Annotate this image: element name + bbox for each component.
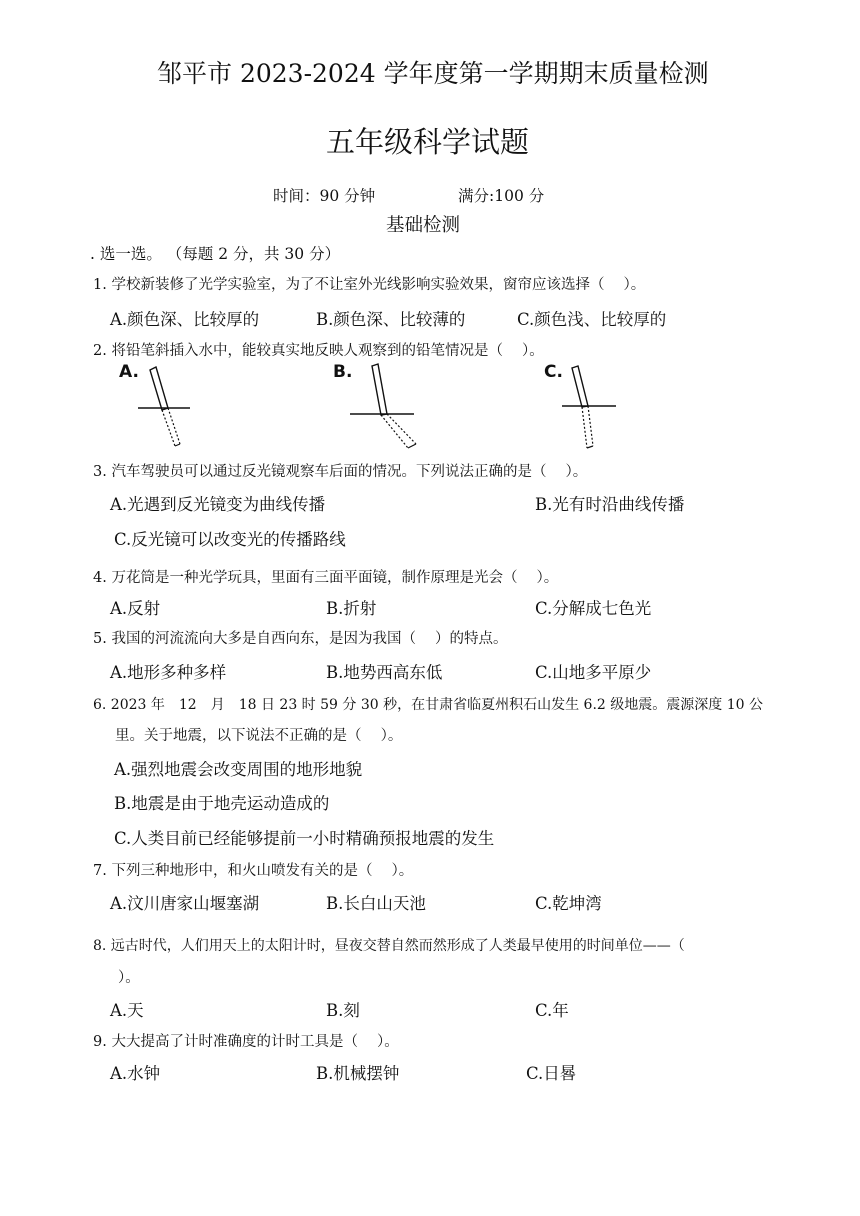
question-1-stem: 1. 学校新装修了光学实验室，为了不让室外光线影响实验效果，窗帘应该选择（ ）。 [93,277,646,293]
exam-title: 邹平市 2023-2024 学年度第一学期期末质量检测 [157,59,709,88]
question-7-stem: 7. 下列三种地形中，和火山喷发有关的是（ ）。 [93,863,414,879]
question-3-stem: 3. 汽车驾驶员可以通过反光镜观察车后面的情况。下列说法正确的是（ ）。 [93,464,588,480]
question-6-option-c: C.人类目前已经能够提前一小时精确预报地震的发生 [114,829,495,848]
pencil-figure-b [346,362,436,457]
question-4-option-b: B.折射 [326,599,377,618]
question-4-option-c: C.分解成七色光 [535,599,652,618]
question-7-option-c: C.乾坤湾 [535,894,602,913]
question-4-stem: 4. 万花筒是一种光学玩具，里面有三面平面镜，制作原理是光会（ ）。 [93,570,559,586]
question-5-option-c: C.山地多平原少 [535,663,652,682]
question-9-option-b: B.机械摆钟 [316,1064,400,1083]
question-6-stem-continued: 里。关于地震，以下说法不正确的是（ ）。 [115,728,403,744]
question-7-option-a: A.汶川唐家山堰塞湖 [110,894,260,913]
figure-c-label: C. [544,362,563,382]
pencil-figure-c [558,362,628,454]
question-9-option-c: C.日晷 [526,1064,577,1083]
question-3-option-c: C.反光镜可以改变光的传播路线 [114,530,346,549]
figure-b-label: B. [333,362,353,382]
question-8-option-b: B.刻 [326,1001,360,1020]
question-6-option-a: A.强烈地震会改变周围的地形地貌 [114,760,363,779]
question-3-option-b: B.光有时沿曲线传播 [535,495,685,514]
section-label: . 选一选。 （每题 2 分，共 30 分） [90,245,341,263]
exam-score: 满分:100 分 [458,187,545,205]
question-8-option-a: A.天 [110,1001,144,1020]
question-9-stem: 9. 大大提高了计时准确度的计时工具是（ ）。 [93,1034,399,1050]
question-1-option-b: B.颜色深、比较薄的 [316,310,466,329]
question-7-option-b: B.长白山天池 [326,894,426,913]
question-6-option-b: B.地震是由于地壳运动造成的 [114,794,330,813]
question-9-option-a: A.水钟 [110,1064,161,1083]
question-5-option-b: B.地势西高东低 [326,663,443,682]
question-2-stem: 2. 将铅笔斜插入水中，能较真实地反映人观察到的铅笔情况是（ ）。 [93,343,544,359]
exam-time: 时间：90 分钟 [273,187,376,205]
question-8-stem: 8. 远古时代，人们用天上的太阳计时，昼夜交替自然而然形成了人类最早使用的时间单位——（ [93,938,685,954]
question-5-stem: 5. 我国的河流流向大多是自西向东，是因为我国（ ）的特点。 [93,631,508,647]
pencil-figure-a [130,364,210,454]
question-8-option-c: C.年 [535,1001,569,1020]
figure-a-label: A. [119,362,139,382]
question-6-stem: 6. 2023 年 12 月 18 日 23 时 59 分 30 秒，在甘肃省临夏州积石山发生 6.2 级地震。震源深度 10 公 [93,697,763,713]
question-8-stem-continued: ）。 [118,970,140,986]
question-1-option-c: C.颜色浅、比较厚的 [517,310,667,329]
question-4-option-a: A.反射 [110,599,161,618]
exam-subtitle: 五年级科学试题 [326,125,530,159]
section-heading: 基础检测 [386,215,461,236]
question-3-option-a: A.光遇到反光镜变为曲线传播 [110,495,326,514]
question-1-option-a: A.颜色深、比较厚的 [110,310,260,329]
question-5-option-a: A.地形多种多样 [110,663,227,682]
